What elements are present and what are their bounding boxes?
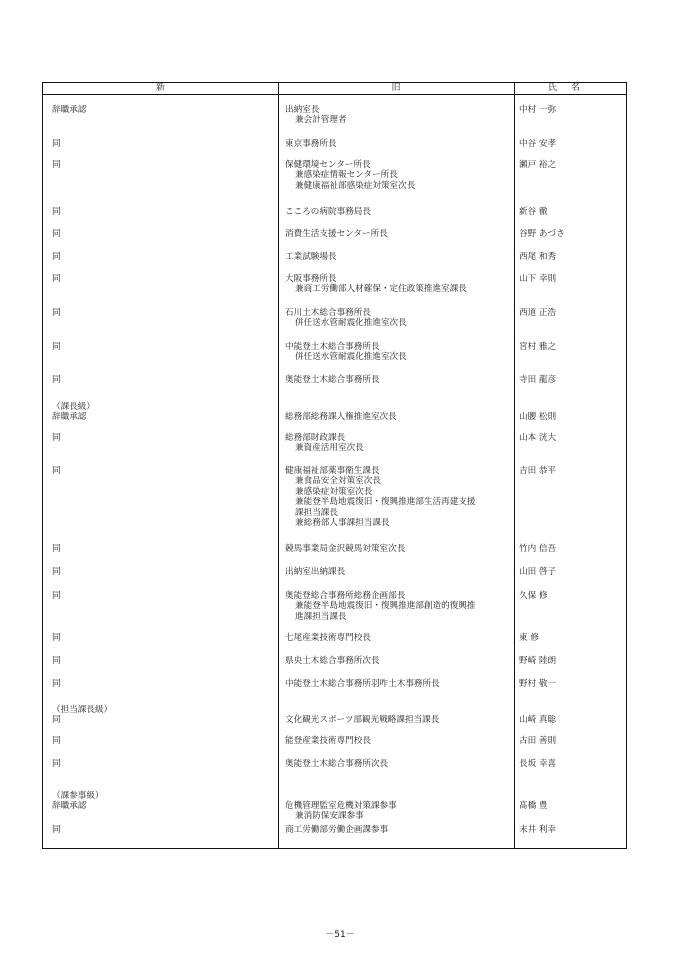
header-name: 氏名 — [547, 83, 594, 93]
page-number: －51－ — [325, 930, 355, 940]
old-position: 奥能登土木総合事務所次長 — [285, 759, 389, 769]
person-name: 西道 正浩 — [519, 308, 557, 318]
person-name: 新谷 徹 — [519, 207, 548, 217]
old-position-concurrent: 兼総務部人事課担当課長 — [295, 518, 390, 528]
old-position: 文化観光スポーツ部観光戦略課担当課長 — [285, 715, 440, 725]
old-position: 大阪事務所長 — [285, 274, 337, 284]
person-name: 竹内 信吾 — [519, 544, 557, 554]
person-name: 瀬戸 裕之 — [519, 160, 557, 170]
old-position: 奥能登土木総合事務所長 — [285, 375, 380, 385]
new-position-detail: 辞職承認 — [52, 412, 87, 422]
person-name: 野村 敬一 — [519, 679, 557, 689]
old-position: こころの病院事務局長 — [285, 207, 371, 217]
old-position-concurrent: 進課担当課長 — [295, 611, 347, 622]
old-position: 出納室長 — [285, 105, 320, 115]
person-name: 中谷 安孝 — [519, 139, 557, 149]
old-position-concurrent: 兼能登半島地震復旧・復興推進部創造的復興推 — [295, 601, 476, 612]
person-name: 末井 利幸 — [519, 825, 557, 835]
old-position-concurrent: 兼能登半島地震復旧・復興推進部生活再建支援 — [295, 497, 476, 508]
old-position: 消費生活支援センター所長 — [285, 229, 388, 239]
old-position-concurrent: 兼感染症対策室次長 — [295, 486, 373, 497]
old-position-concurrent: 兼健康福祉部感染症対策室次長 — [295, 180, 416, 191]
old-position: 中能登土木総合事務所長 — [285, 342, 380, 352]
person-name: 野崎 陸朗 — [519, 656, 557, 666]
column-divider-1 — [278, 83, 279, 848]
person-name: 古田 善則 — [519, 736, 557, 746]
column-divider-2 — [514, 83, 515, 848]
new-position: 同 — [52, 160, 61, 170]
old-position-concurrent: 併任送水管耐震化推進室次長 — [295, 318, 407, 329]
new-position: 辞職承認 — [52, 105, 87, 115]
person-name: 寺田 龍彦 — [519, 375, 557, 385]
old-position: 東京事務所長 — [285, 139, 337, 149]
old-position-concurrent: 課担当課長 — [295, 507, 338, 518]
new-position: 同 — [52, 633, 61, 643]
person-name: 吉田 恭平 — [519, 466, 557, 476]
old-position: 総務部総務課人権推進室次長 — [285, 412, 397, 422]
old-position-concurrent: 兼感染症情報センター所長 — [295, 170, 398, 181]
person-name: 山腰 松則 — [519, 412, 557, 422]
old-position-concurrent: 兼会計管理者 — [295, 115, 347, 126]
old-position: 健康福祉部薬事衛生課長 — [285, 466, 380, 476]
new-position: 同 — [52, 252, 61, 262]
old-position: 商工労働部労働企画課参事 — [285, 825, 389, 835]
person-name: 山崎 真聡 — [519, 715, 557, 725]
new-position: 同 — [52, 759, 61, 769]
old-position-concurrent: 兼資産活用室次長 — [295, 443, 364, 454]
personnel-table — [42, 82, 627, 849]
new-position: （課長級） — [52, 402, 95, 412]
header-divider — [43, 94, 626, 95]
person-name: 谷野 あづさ — [519, 229, 565, 239]
old-position: 石川土木総合事務所長 — [285, 308, 371, 318]
header-old: 旧 — [391, 83, 401, 93]
old-position: 総務部財政課長 — [285, 433, 346, 443]
old-position: 奥能登総合事務所総務企画部長 — [285, 591, 406, 601]
old-position: 県央土木総合事務所次長 — [285, 656, 380, 666]
person-name: 山下 幸則 — [519, 274, 557, 284]
person-name: 宮村 雅之 — [519, 342, 557, 352]
new-position: 同 — [52, 274, 61, 284]
person-name: 西尾 和秀 — [519, 252, 557, 262]
person-name: 中村 一弥 — [519, 105, 557, 115]
new-position-detail: 同 — [52, 715, 61, 725]
new-position: 同 — [52, 466, 61, 476]
old-position: 七尾産業技術専門校長 — [285, 633, 371, 643]
new-position: （担当課長級） — [52, 705, 113, 715]
old-position: 危機管理監室危機対策課参事 — [285, 801, 397, 811]
new-position: 同 — [52, 433, 61, 443]
old-position: 工業試験場長 — [285, 252, 337, 262]
person-name: 久保 修 — [519, 591, 548, 601]
old-position: 能登産業技術専門校長 — [285, 736, 371, 746]
new-position: 同 — [52, 139, 61, 149]
new-position: 同 — [52, 229, 61, 239]
new-position: 同 — [52, 375, 61, 385]
new-position: 同 — [52, 679, 61, 689]
new-position: 同 — [52, 342, 61, 352]
old-position-concurrent: 兼食品安全対策室次長 — [295, 476, 381, 487]
header-new: 新 — [155, 83, 165, 93]
person-name: 長坂 幸喜 — [519, 759, 557, 769]
old-position-concurrent: 兼商工労働部人材確保・定住政策推進室課長 — [295, 284, 467, 295]
old-position: 中能登土木総合事務所羽咋土木事務所長 — [285, 679, 440, 689]
old-position: 出納室出納課長 — [285, 567, 346, 577]
new-position: 同 — [52, 567, 61, 577]
person-name: 山本 洸大 — [519, 433, 557, 443]
person-name: 東 修 — [519, 633, 539, 643]
new-position: 同 — [52, 308, 61, 318]
old-position: 競馬事業局金沢競馬対策室次長 — [285, 544, 406, 554]
person-name: 山田 啓子 — [519, 567, 557, 577]
person-name: 髙橋 豊 — [519, 801, 548, 811]
new-position-detail: 辞職承認 — [52, 801, 87, 811]
new-position: 同 — [52, 825, 61, 835]
new-position: 同 — [52, 591, 61, 601]
new-position: 同 — [52, 736, 61, 746]
new-position: 同 — [52, 544, 61, 554]
old-position: 保健環境センター所長 — [285, 160, 371, 170]
old-position-concurrent: 併任送水管耐震化推進室次長 — [295, 352, 407, 363]
new-position: （課参事級） — [52, 791, 104, 801]
new-position: 同 — [52, 207, 61, 217]
old-position-concurrent: 兼消防保安課参事 — [295, 811, 364, 822]
new-position: 同 — [52, 656, 61, 666]
